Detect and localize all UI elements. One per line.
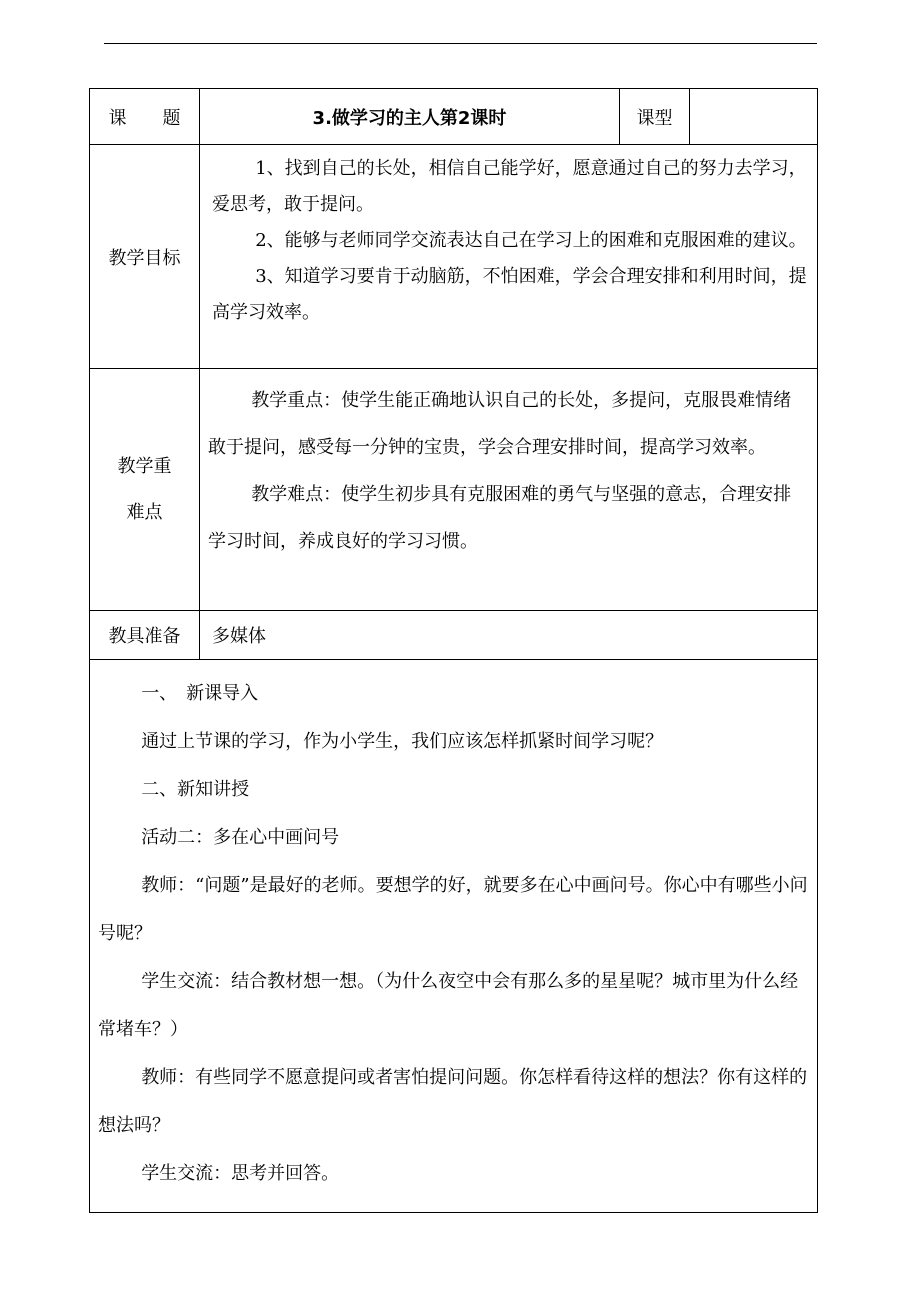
process-paragraph: 学生交流：思考并回答。 bbox=[141, 1163, 340, 1184]
tools-value: 多媒体 bbox=[200, 611, 818, 660]
process-paragraph: 教师：“问题”是最好的老师。要想学的好，就要多在心中画问号。你心中有哪些小问号呢？ bbox=[98, 875, 808, 944]
goals-row bbox=[90, 145, 818, 369]
goals-label: 教学目标 bbox=[90, 145, 200, 369]
difficult-point: 教学难点：使学生初步具有克服困难的勇气与坚强的意志，合理安排学习时间，养成良好的学习习惯。 bbox=[208, 484, 792, 552]
process-row bbox=[90, 660, 818, 1213]
process-cell bbox=[90, 660, 818, 1213]
type-value bbox=[690, 89, 818, 145]
key-points-row bbox=[90, 369, 818, 611]
process-heading: 一、 新课导入 bbox=[141, 683, 259, 704]
key-points-label-line2: 难点 bbox=[126, 501, 163, 523]
lesson-plan-table bbox=[89, 88, 818, 1213]
header-rule bbox=[104, 43, 817, 44]
goal-item: 1、找到自己的长处，相信自己能学好，愿意通过自己的努力去学习，爱思考，敢于提问。 bbox=[212, 158, 807, 215]
tools-label: 教具准备 bbox=[90, 611, 200, 660]
topic-row bbox=[90, 89, 818, 145]
topic-label: 课 题 bbox=[90, 89, 200, 145]
process-paragraph: 教师：有些同学不愿意提问或者害怕提问问题。你怎样看待这样的想法？你有这样的想法吗？ bbox=[98, 1067, 808, 1136]
goals-cell bbox=[200, 145, 818, 369]
goal-item: 2、能够与老师同学交流表达自己在学习上的困难和克服困难的建议。 bbox=[255, 230, 807, 251]
tools-row bbox=[90, 611, 818, 660]
lesson-title: 3.做学习的主人第2课时 bbox=[200, 89, 620, 145]
process-paragraph: 活动二：多在心中画问号 bbox=[141, 827, 340, 848]
key-points-cell bbox=[200, 369, 818, 611]
process-heading: 二、新知讲授 bbox=[141, 779, 250, 800]
process-paragraph: 学生交流：结合教材想一想。（为什么夜空中会有那么多的星星呢？城市里为什么经常堵车？） bbox=[98, 971, 799, 1040]
type-label: 课型 bbox=[620, 89, 690, 145]
goal-item: 3、知道学习要肯于动脑筋，不怕困难，学会合理安排和利用时间，提高学习效率。 bbox=[212, 266, 807, 323]
key-points-label bbox=[90, 369, 200, 611]
process-paragraph: 通过上节课的学习，作为小学生，我们应该怎样抓紧时间学习呢？ bbox=[141, 731, 664, 752]
key-points-label-line1: 教学重 bbox=[117, 455, 172, 477]
key-point: 教学重点：使学生能正确地认识自己的长处，多提问，克服畏难情绪敢于提问，感受每一分钟的宝贵，学会合理安排时间，提高学习效率。 bbox=[208, 390, 792, 458]
